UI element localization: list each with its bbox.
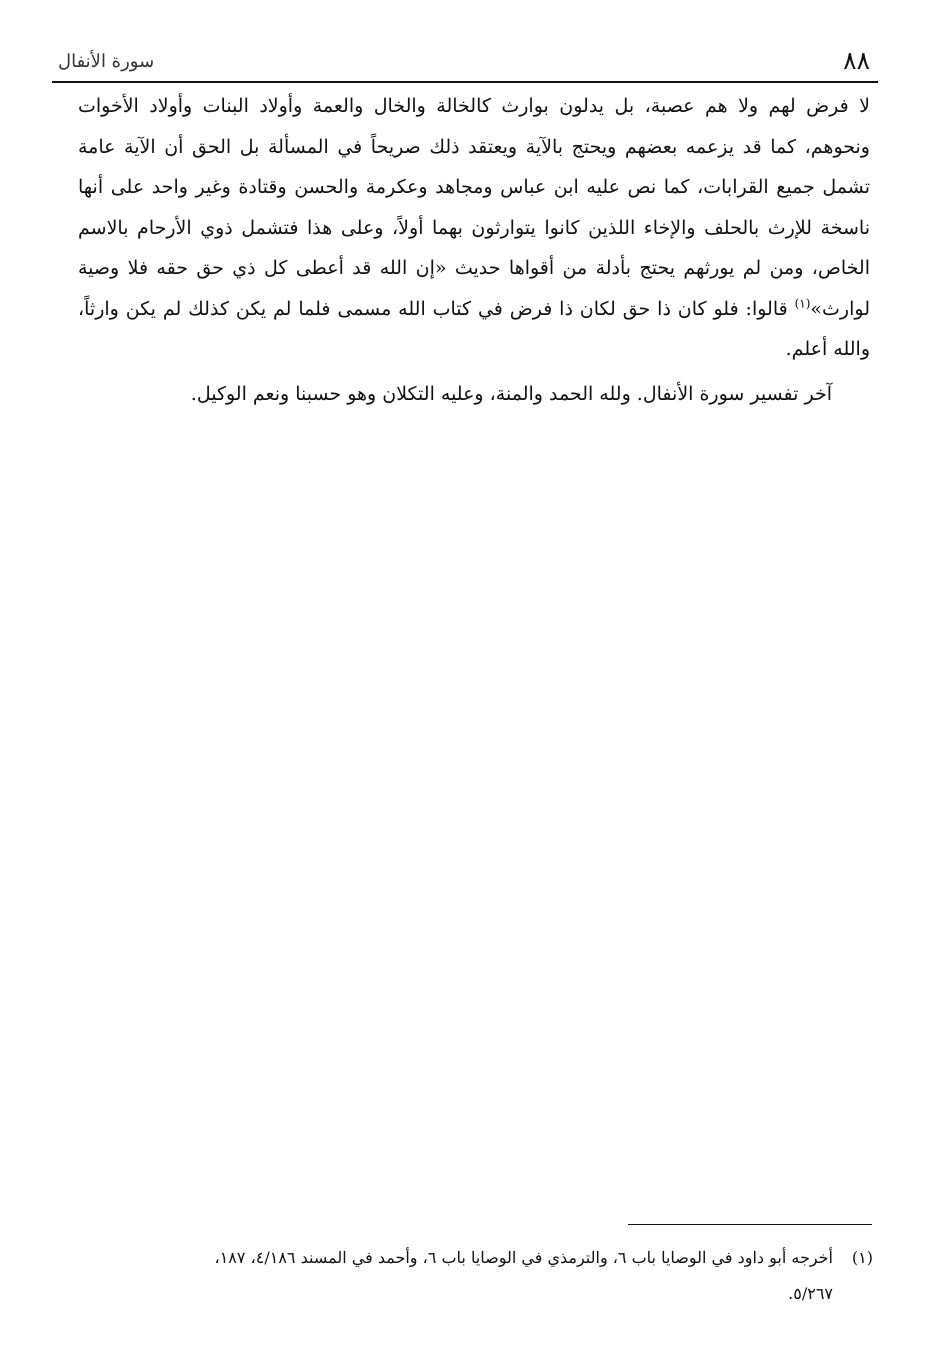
footnote-reference: (١) [794,296,811,311]
footnote-marker: (١) [851,1248,873,1267]
paragraph-text: لا فرض لهم ولا هم عصبة، بل يدلون بوارث كالخالة والخال والعمة وأولاد البنات وأولاد الأخوات ونحوهم، كما قد يزعمه بعضهم ويحتج بالآية ويعتقد ذلك صريحاً في المسألة بل الحق أن الآية عامة تشمل جميع القرابات، كما نص عليه ابن عباس ومجاهد وعكرمة والحسن وقتادة وغير واحد على أنها ناسخة للإرث بالحلف والإخاء اللذين كانوا يتوارثون بهما أولاً، وعلى هذا فتشمل ذوي الأرحام بالاسم الخاص، ومن لم يورثهم يحتج بأدلة من أقواها حديث «إن الله قد أعطى كل ذي حق حقه فلا وصية لوارث» [78,95,870,320]
footnote [90,1240,873,1312]
footnote-line-1 [90,1240,873,1276]
footnote-separator [628,1224,872,1225]
paragraph-text-end: قالوا: فلو كان ذا حق لكان ذا فرض في كتاب الله مسمى فلما لم يكن كذلك لم يكن وارثاً، والله أعلم. [78,297,870,360]
footnote-text: أخرجه أبو داود في الوصايا باب ٦، والترمذي في الوصايا باب ٦، وأحمد في المسند ٤/١٨٦، ١٨٧، [214,1248,833,1267]
body-paragraph [78,86,870,370]
closing-statement [78,374,832,414]
page-number: ٨٨ [843,46,870,75]
header-rule [52,81,878,83]
page-header [52,40,878,80]
running-title: سورة الأنفال [58,51,155,72]
footnote-line-2: ٥/٢٦٧. [788,1284,833,1303]
closing-text: آخر تفسير سورة الأنفال. ولله الحمد والمنة، وعليه التكلان وهو حسبنا ونعم الوكيل. [190,383,832,405]
main-text [78,86,870,370]
